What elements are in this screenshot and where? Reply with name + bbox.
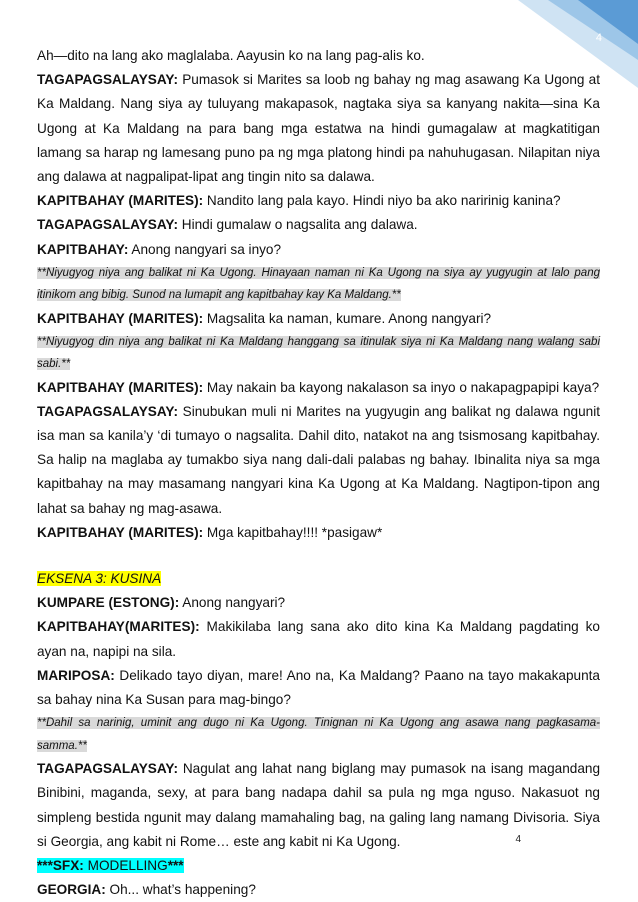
dialogue-line <box>37 189 600 213</box>
dialogue-line <box>37 521 600 545</box>
spacer <box>37 545 600 567</box>
stage-direction-text: **Niyugyog niya ang balikat ni Ka Ugong. Hinayaan naman ni Ka Ugong na siya ay yugyugin at lalo pang itinikom ang bibig. Sunod na lumapit ang kapitbahay kay Ka Maldang.** <box>37 266 600 302</box>
sfx-prefix: ***SFX: <box>37 857 84 873</box>
stage-direction-text: **Niyugyog din niya ang balikat ni Ka Maldang hanggang sa itinulak siya ni Ka Maldang nang walang sabi sabi.** <box>37 335 600 371</box>
dialogue-line: Ah—dito na lang ako maglalaba. Aayusin ko na lang pag-alis ko. <box>37 48 425 63</box>
speaker-name: TAGAPAGSALAYSAY: <box>37 403 178 419</box>
scene-heading-text: EKSENA 3: KUSINA <box>37 571 162 587</box>
line-text: Oh... what’s happening? <box>105 882 256 898</box>
dialogue-line <box>37 68 600 189</box>
dialogue-line <box>37 376 600 400</box>
line-text: Pumasok si Marites sa loob ng bahay ng mag asawang Ka Ugong at Ka Maldang. Nang siya ay tuluyang makapasok, nagtaka siya sa kanyang nakita—sina Ka Ugong at Ka Maldang na para bang mga estatwa na hindi gumagalaw at magkatitigan lamang sa harap ng lamesang puno pa ng mga platong hindi pa nahuhugasan. Nilapitan niya ang dalawa at nagpalipat-lipat ang tingin nito sa dalawa. <box>37 72 600 185</box>
dialogue-line <box>37 878 600 902</box>
line-text: Mga kapitbahay!!!! *pasigaw* <box>203 524 383 540</box>
speaker-name: TAGAPAGSALAYSAY: <box>37 761 178 777</box>
sfx-cue <box>37 854 600 878</box>
dialogue-line <box>37 213 600 237</box>
stage-direction-text: **Dahil sa narinig, uminit ang dugo ni Ka Ugong. Tinignan ni Ka Ugong ang asawa nang pagkasama-samma.** <box>37 717 600 752</box>
speaker-name: KAPITBAHAY (MARITES): <box>37 310 204 326</box>
dialogue-line <box>37 591 600 615</box>
stage-direction <box>37 331 600 376</box>
line-text: Sinubukan muli ni Marites na yugyugin ang balikat ng dalawa ngunit isa man sa kanila’y ‘di tumayo o nagsalita. Dahil dito, natakot na ang tsismosang kapitbahay. Sa halip na maglaba ay tumakbo siya nang dali-dali palabas ng bahay. Ibinalita niya sa mga kapitbahay na may masamang nangyari kina Ka Ugong at Ka Maldang. Nagtipon-tipon ang lahat sa bahay ng mag-asawa. <box>37 403 600 516</box>
dialogue-line <box>37 664 600 712</box>
speaker-name: KAPITBAHAY(MARITES): <box>37 619 200 635</box>
line-text: Nandito lang pala kayo. Hindi niyo ba ako naririnig kanina? <box>203 193 561 209</box>
speaker-name: KAPITBAHAY (MARITES): <box>37 524 204 540</box>
speaker-name: MARIPOSA: <box>37 667 115 683</box>
speaker-name: KAPITBAHAY (MARITES): <box>37 379 204 395</box>
sfx-text: MODELLING <box>83 857 168 873</box>
speaker-name: KAPITBAHAY: <box>37 241 129 257</box>
header-page-number: 4 <box>595 32 602 44</box>
dialogue-line <box>37 400 600 521</box>
line-text: May nakain ba kayong nakalason sa inyo o nakapagpapipi kaya? <box>203 379 600 395</box>
speaker-name: TAGAPAGSALAYSAY: <box>37 72 178 88</box>
footer-page-number: 4 <box>515 834 521 845</box>
stage-direction <box>37 712 600 757</box>
line-text: Makikilaba lang sana ako dito kina Ka Maldang pagdating ko ayan na, napipi na sila. <box>37 619 600 659</box>
speaker-name: KUMPARE (ESTONG): <box>37 595 180 611</box>
line-text: Anong nangyari sa inyo? <box>128 241 282 257</box>
line-text: Nagulat ang lahat nang biglang may pumasok na isang magandang Binibini, maganda, sexy, at para bang nadapa dahil sa pula ng mga nguso. Nakasuot ng simpleng bestida ngunit may dalang mamahaling bag, na galing lang namang Divisoria. Siya si Georgia, ang kabit ni Rome… este ang kabit ni Ka Ugong. <box>37 761 600 849</box>
speaker-name: GEORGIA: <box>37 882 106 898</box>
line-text: Delikado tayo diyan, mare! Ano na, Ka Maldang? Paano na tayo makakapunta sa bahay nina Ka Susan para mag-bingo? <box>37 667 600 708</box>
line-text: Anong nangyari? <box>179 595 286 611</box>
speaker-name: KAPITBAHAY (MARITES): <box>37 193 204 209</box>
scene-heading <box>37 567 600 591</box>
line-text: Magsalita ka naman, kumare. Anong nangyari? <box>203 310 492 326</box>
dialogue-line <box>37 615 600 663</box>
dialogue-line <box>37 307 600 331</box>
sfx-suffix: *** <box>167 857 184 873</box>
stage-direction <box>37 262 600 307</box>
sfx-cue-highlight <box>37 858 184 873</box>
line-text: Hindi gumalaw o nagsalita ang dalawa. <box>178 217 418 233</box>
script-body <box>37 44 600 902</box>
speaker-name: TAGAPAGSALAYSAY: <box>37 217 178 233</box>
dialogue-line <box>37 238 600 262</box>
